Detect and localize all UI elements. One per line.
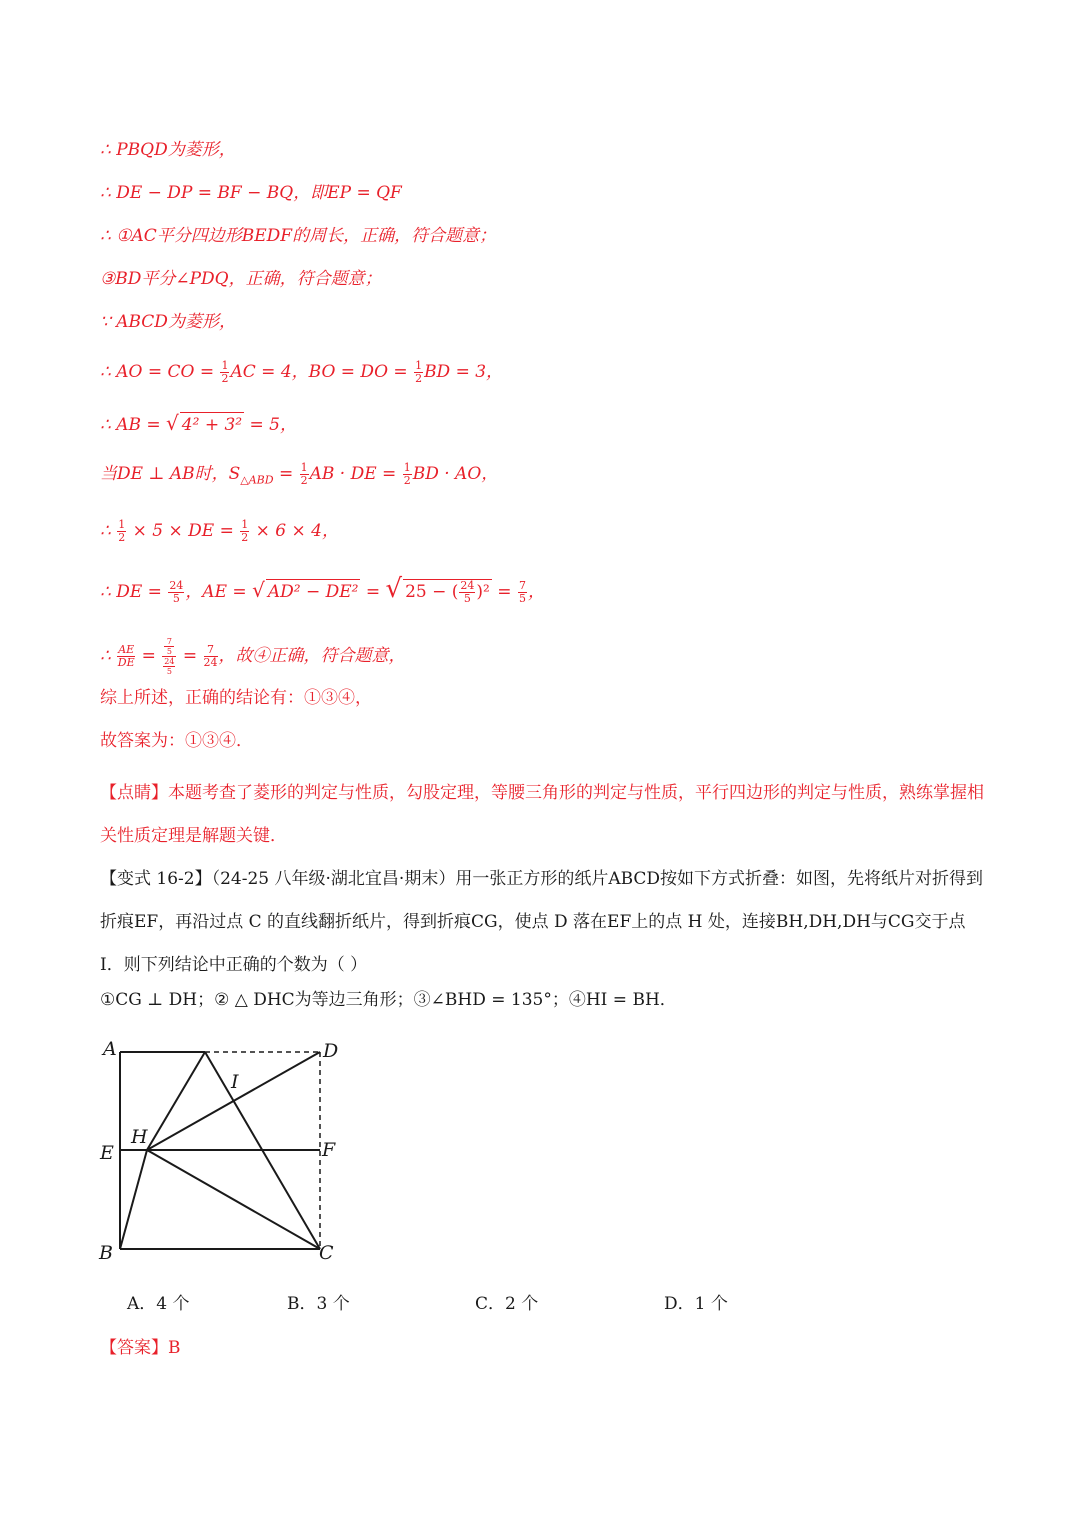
comment-block [100, 772, 985, 858]
solution-line-13: 故答案为：①③④． [100, 731, 253, 751]
label-C: C [319, 1242, 334, 1264]
segment-GH [147, 1052, 205, 1150]
frac-den: 2 [403, 474, 411, 487]
text-seg: = [273, 464, 299, 484]
frac-den: 5 [166, 667, 172, 676]
frac-num: AE [118, 643, 135, 656]
text-seg: = [360, 582, 386, 602]
label-A: A [103, 1038, 117, 1060]
text-seg: ，故④正确，符合题意， [218, 646, 406, 666]
sqrt-content: AD² − DE² [266, 579, 361, 604]
label-B: B [99, 1242, 113, 1264]
frac-den: 5 [463, 592, 471, 605]
label-D: D [323, 1040, 339, 1062]
option-b[interactable]: B．3 个 [287, 1294, 350, 1314]
fraction-ae-de [117, 644, 135, 669]
text-seg: AC = 4，BO = DO = [230, 362, 414, 382]
text-seg: = [177, 646, 203, 666]
fraction-7-24 [204, 644, 218, 669]
text-seg: ，AE = [185, 582, 253, 602]
radical-icon: √ [385, 574, 403, 604]
frac-num: 1 [221, 359, 229, 372]
solution-line-1: ∴ PBQD为菱形， [100, 140, 236, 160]
answer-tag: 【答案】 [100, 1338, 168, 1358]
solution-line-3: ∴ ①AC平分四边形BEDF的周长，正确，符合题意； [100, 226, 497, 246]
problem-statements: ①CG ⊥ DH；② △ DHC为等边三角形；③∠BHD = 135°；④HI = BH． [100, 990, 677, 1010]
text-seg: 当DE ⊥ AB时，S [100, 464, 241, 484]
fraction-half [117, 519, 126, 544]
frac-den: 2 [415, 372, 423, 385]
frac-den [162, 657, 176, 676]
text-seg: ∴ AB = [100, 415, 167, 435]
frac-num: 1 [241, 518, 249, 531]
frac-num: 24 [460, 579, 475, 592]
text-seg: × 5 × DE = [127, 521, 240, 541]
problem-tag: 【变式 16-2】 [100, 869, 212, 889]
solution-line-2: ∴ DE − DP = BF − BQ，即EP = QF [100, 183, 402, 203]
fraction-24-5 [168, 580, 184, 605]
option-d[interactable]: D．1 个 [664, 1294, 728, 1314]
segment-HB [120, 1150, 147, 1249]
fraction-half [300, 462, 309, 487]
segment-HD [147, 1052, 320, 1150]
frac-num: 1 [300, 461, 308, 474]
solution-line-8 [100, 462, 498, 492]
fraction-7-5 [518, 580, 527, 605]
text-seg: 25 − ( [405, 582, 459, 602]
frac-den: 5 [172, 592, 180, 605]
sqrt-content-outer [403, 579, 492, 605]
fraction-7-5 [164, 637, 174, 656]
fraction-half [414, 360, 423, 385]
solution-line-7 [100, 411, 297, 437]
frac-den: 5 [518, 592, 526, 605]
solution-line-4: ③BD平分∠PDQ，正确，符合题意； [100, 269, 382, 289]
text-seg: AB · DE = [309, 464, 402, 484]
text-seg: BD = 3， [424, 362, 504, 382]
text-seg: ∴ [100, 521, 117, 541]
text-seg: ∴ AO = CO = [100, 362, 220, 382]
frac-den: 24 [203, 656, 218, 669]
label-I: I [231, 1071, 239, 1093]
radical-icon: √ [252, 578, 265, 602]
text-seg: × 6 × 4， [250, 521, 339, 541]
problem-text: （24-25 八年级·湖北宜昌·期末）用一张正方形的纸片ABCD按如下方式折叠：如图，先将纸片对折得到折痕EF，再沿过点 C 的直线翻折纸片，得到折痕CG，使点 D 落在EF上的点 H 处，连接BH,DH,DH与CG交于点 I．则下列结论中正确的个数为（ ） [100, 869, 984, 975]
text-seg: ， [527, 582, 545, 602]
fraction-half [240, 519, 249, 544]
problem-block [100, 858, 985, 987]
label-E: E [100, 1142, 114, 1164]
comment-text: 本题考查了菱形的判定与性质，勾股定理，等腰三角形的判定与性质，平行四边形的判定与性质，熟练掌握相关性质定理是解题关键． [100, 783, 984, 846]
solution-line-5: ∵ ABCD为菱形， [100, 312, 236, 332]
fraction-24-5 [459, 580, 475, 605]
answer-line [100, 1336, 181, 1360]
frac-num: 24 [169, 579, 184, 592]
fraction-complex [162, 637, 176, 676]
solution-line-9 [100, 519, 339, 544]
fraction-half [220, 360, 229, 385]
frac-num: 7 [518, 579, 526, 592]
frac-num: 1 [118, 518, 126, 531]
frac-den: 5 [166, 647, 172, 656]
frac-num: 7 [164, 637, 174, 647]
frac-den: 2 [118, 531, 126, 544]
frac-den: 2 [241, 531, 249, 544]
text-seg: = [491, 582, 517, 602]
text-seg: )² [476, 582, 490, 602]
option-c[interactable]: C．2 个 [475, 1294, 539, 1314]
frac-den: DE [117, 656, 135, 669]
subscript: △ABD [240, 473, 274, 487]
text-seg: BD · AO， [412, 464, 499, 484]
frac-num: 1 [403, 461, 411, 474]
solution-line-6 [100, 360, 503, 385]
frac-num: 24 [164, 657, 175, 666]
text-seg: ∴ DE = [100, 582, 168, 602]
label-H: H [131, 1126, 148, 1148]
geometry-figure [95, 1035, 355, 1265]
answer-value: B [168, 1338, 181, 1358]
text-seg: ∴ [100, 646, 117, 666]
solution-line-11 [100, 637, 406, 676]
solution-line-12: 综上所述，正确的结论有：①③④， [100, 688, 372, 708]
comment-tag: 【点睛】 [100, 783, 168, 803]
label-F: F [322, 1139, 336, 1161]
solution-line-10 [100, 574, 545, 605]
fraction-24-5 [163, 657, 175, 676]
radical-icon: √ [166, 411, 179, 435]
frac-num [162, 637, 176, 657]
frac-num: 7 [204, 644, 218, 657]
frac-num: 1 [415, 359, 423, 372]
option-a[interactable]: A．4 个 [127, 1294, 190, 1314]
frac-den: 2 [221, 372, 229, 385]
frac-den: 2 [300, 474, 308, 487]
segment-HC [147, 1150, 320, 1249]
sqrt-content: 4² + 3² [180, 412, 244, 437]
text-seg: = [136, 646, 162, 666]
text-seg: = 5， [244, 415, 297, 435]
fraction-half [403, 462, 412, 487]
